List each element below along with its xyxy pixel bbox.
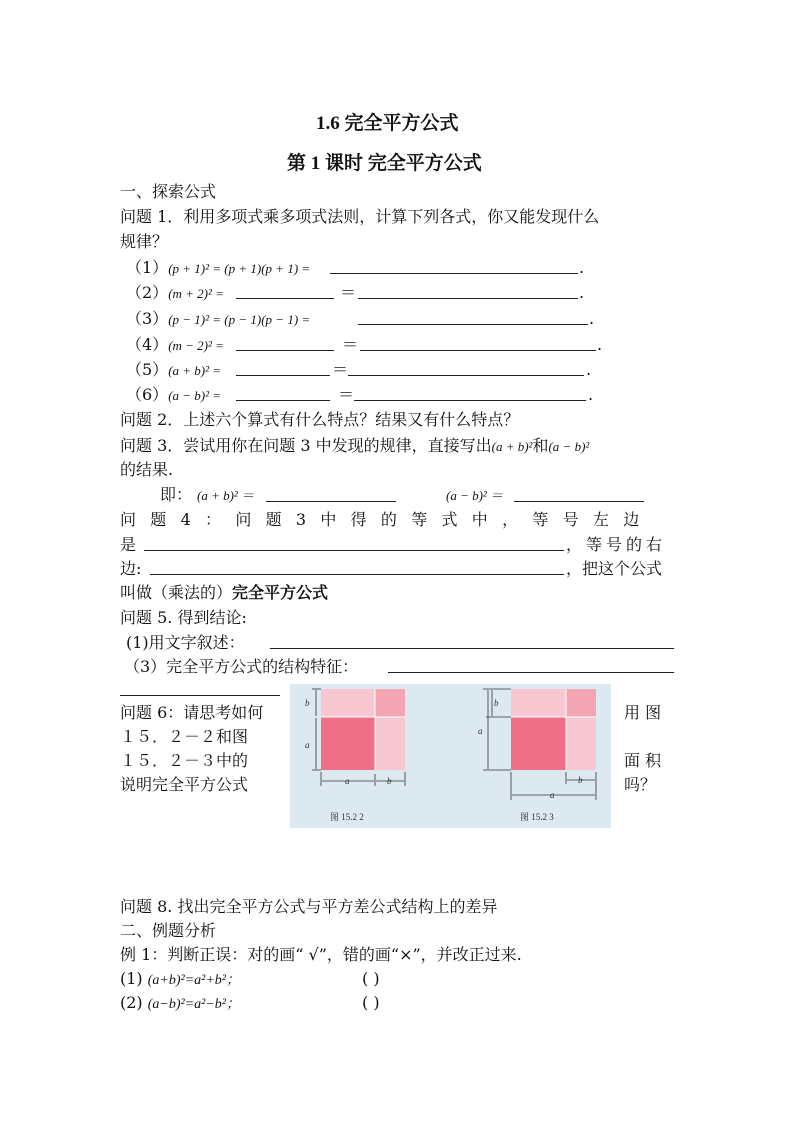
equals-sign: ＝ bbox=[338, 385, 355, 404]
question-3-text bbox=[120, 436, 589, 457]
example-1-text: 例 1：判断正误：对的画“ √”，错的画“×”，并改正过来. bbox=[120, 945, 522, 964]
conjunction: 和 bbox=[532, 436, 549, 455]
item-number: (1) bbox=[120, 969, 148, 988]
period: . bbox=[586, 360, 592, 379]
question-2-text: 问题 2．上述六个算式有什么特点？结果又有什么特点？ bbox=[120, 410, 520, 429]
answer-blank[interactable] bbox=[120, 695, 280, 696]
formula: (a − b)² = bbox=[168, 388, 222, 403]
question-4-tail: ，把这个公式 bbox=[566, 559, 663, 578]
question-6-text: 用 图 bbox=[624, 703, 662, 722]
rect-ab-top bbox=[321, 689, 375, 717]
answer-blank[interactable] bbox=[358, 324, 588, 325]
question-4-bian: 边: bbox=[120, 559, 142, 578]
square-a bbox=[511, 717, 566, 770]
period: . bbox=[597, 335, 603, 354]
question-3-text-cont: 的结果. bbox=[120, 460, 174, 479]
question-1-text-cont: 规律？ bbox=[120, 232, 169, 251]
equals-sign: ＝ bbox=[332, 360, 349, 379]
example-item bbox=[120, 969, 240, 991]
question-6-text: １５．２－２和图 bbox=[120, 727, 249, 746]
section-heading: 二、例题分析 bbox=[120, 921, 217, 940]
rect-ab-right bbox=[566, 717, 596, 770]
label-b: b bbox=[494, 698, 499, 708]
item-number: （6） bbox=[126, 385, 169, 404]
answer-blank[interactable] bbox=[388, 672, 674, 673]
answer-blank[interactable] bbox=[358, 298, 578, 299]
question-4-line3 bbox=[120, 583, 328, 603]
item-number: （2） bbox=[126, 283, 169, 302]
question-6-text: 面 积 bbox=[624, 751, 662, 770]
question-6-text: 吗？ bbox=[624, 775, 657, 794]
square-b bbox=[566, 689, 596, 717]
answer-blank[interactable] bbox=[514, 501, 644, 502]
list-item bbox=[126, 258, 310, 279]
figure-caption: 图 15.2 2 bbox=[330, 812, 364, 822]
period: . bbox=[579, 283, 585, 302]
period: . bbox=[588, 385, 594, 404]
example-item bbox=[120, 993, 240, 1015]
formula: (a − b)² bbox=[548, 439, 590, 454]
answer-blank[interactable] bbox=[270, 648, 674, 649]
rect-ab-top bbox=[511, 689, 566, 717]
question-6-text: 说明完全平方公式 bbox=[120, 775, 249, 794]
question-1-text: 问题 1．利用多项式乘多项式法则，计算下列各式，你又能发现什么 bbox=[120, 207, 600, 226]
equals-sign: ＝ bbox=[340, 283, 357, 302]
question-4-right: ，等号的右 bbox=[566, 535, 667, 554]
list-item bbox=[126, 309, 310, 330]
formula: (m + 2)² = bbox=[168, 286, 224, 301]
answer-blank[interactable] bbox=[348, 375, 584, 376]
question-8-text: 问题 8. 找出完全平方公式与平方差公式结构上的差异 bbox=[120, 897, 498, 916]
formula: (a+b)²=a²+b²； bbox=[147, 973, 241, 988]
formula: (p + 1)² = (p + 1)(p + 1) = bbox=[168, 261, 311, 276]
list-item bbox=[126, 385, 221, 406]
item-number: （4） bbox=[126, 335, 169, 354]
formula: (m − 2)² = bbox=[168, 338, 224, 353]
answer-blank[interactable] bbox=[236, 350, 334, 351]
label-a: a bbox=[345, 776, 350, 786]
figure-caption: 图 15.2 3 bbox=[520, 812, 554, 822]
answer-blank[interactable] bbox=[236, 375, 330, 376]
answer-blank[interactable] bbox=[266, 501, 396, 502]
question-5-text: 问题 5. 得到结论: bbox=[120, 608, 247, 627]
formula: (a−b)²=a²−b²； bbox=[147, 997, 241, 1012]
section-heading: 一、探索公式 bbox=[120, 182, 217, 201]
question-4-text: 问 题 4 ： 问 题 3 中 得 的 等 式 中 ， 等 号 左 边 bbox=[120, 510, 644, 529]
label-b: b bbox=[305, 698, 310, 708]
label-b: b bbox=[387, 776, 392, 786]
formula: (a − b)² ＝ bbox=[446, 488, 504, 503]
formula: (a + b)² = bbox=[168, 363, 222, 378]
label-a: a bbox=[478, 726, 483, 736]
answer-blank[interactable] bbox=[354, 400, 586, 401]
question-4-shi: 是 bbox=[120, 535, 137, 554]
period: . bbox=[579, 258, 585, 277]
answer-blank[interactable] bbox=[236, 400, 330, 401]
page-title: 1.6 完全平方公式 bbox=[316, 113, 459, 134]
question-6-text: 问题 6：请思考如何 bbox=[120, 703, 264, 722]
formula: (p − 1)² = (p − 1)(p − 1) = bbox=[168, 312, 311, 327]
list-item bbox=[126, 335, 224, 356]
list-item bbox=[126, 360, 221, 381]
label-a: a bbox=[305, 740, 310, 750]
answer-blank[interactable] bbox=[360, 350, 596, 351]
period: . bbox=[589, 309, 595, 328]
page-subtitle: 第 1 课时 完全平方公式 bbox=[287, 153, 482, 174]
question-5-item-1: (1)用文字叙述： bbox=[126, 633, 245, 652]
question-4-line3-part: 叫做（乘法的） bbox=[120, 583, 233, 602]
item-number: （1） bbox=[126, 258, 169, 277]
label-b: b bbox=[578, 775, 583, 785]
answer-paren[interactable]: ( ) bbox=[362, 993, 380, 1012]
ji-label: 即： bbox=[160, 485, 193, 504]
item-number: (2) bbox=[120, 993, 148, 1012]
question-3-text-part: 问题 3．尝试用你在问题 3 中发现的规律，直接写出 bbox=[120, 436, 492, 455]
answer-blank[interactable] bbox=[150, 574, 564, 575]
square-a bbox=[321, 717, 375, 770]
answer-paren[interactable]: ( ) bbox=[362, 969, 380, 988]
list-item bbox=[126, 283, 224, 304]
question-6-text: １５．２－３中的 bbox=[120, 751, 249, 770]
item-number: （3） bbox=[126, 309, 169, 328]
formula-name: 完全平方公式 bbox=[232, 583, 329, 602]
formula: (a + b)² ＝ bbox=[197, 488, 255, 503]
equals-sign: ＝ bbox=[342, 335, 359, 354]
answer-blank[interactable] bbox=[144, 550, 564, 551]
square-b bbox=[375, 689, 405, 717]
question-5-item-3: （3）完全平方公式的结构特征： bbox=[124, 657, 359, 676]
rect-ab-right bbox=[375, 717, 405, 770]
item-number: （5） bbox=[126, 360, 169, 379]
label-a: a bbox=[550, 790, 555, 800]
answer-blank[interactable] bbox=[236, 298, 334, 299]
square-figures bbox=[290, 684, 611, 828]
formula: (a + b)² bbox=[491, 439, 533, 454]
answer-blank[interactable] bbox=[330, 273, 578, 274]
